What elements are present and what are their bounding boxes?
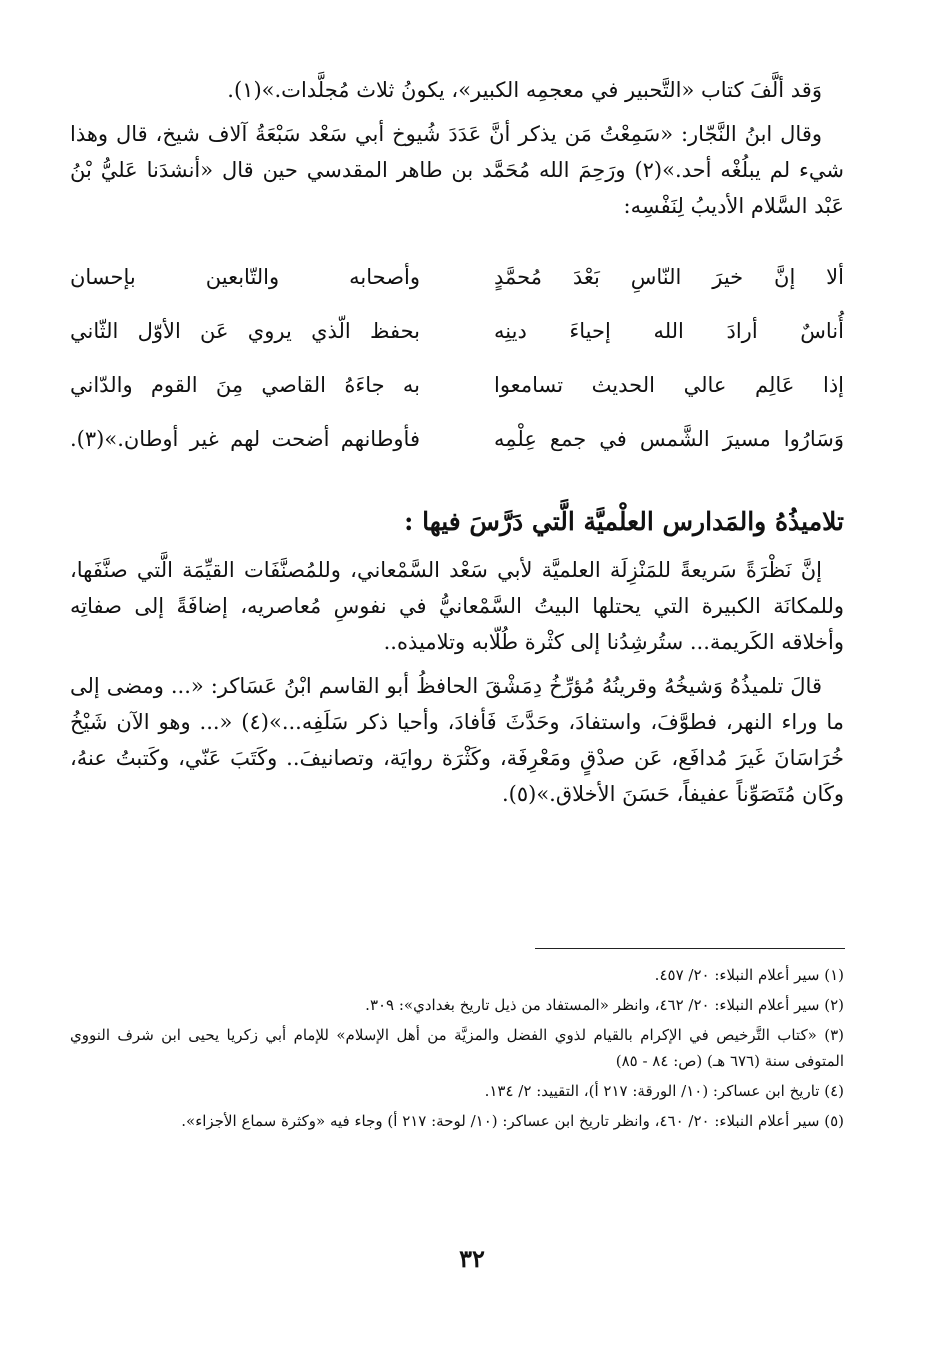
- footnote-1: (١) سير أعلام النبلاء: ٢٠/ ٤٥٧.: [654, 966, 844, 984]
- footnote-divider: [535, 948, 845, 949]
- paragraph-1: وَقد ألَّفَ كتاب «التَّحبير في معجمِه الكبير»، يكونُ ثلاث مُجلَّدات.»(١).: [227, 78, 822, 102]
- paragraph-3: إنَّ نَظْرَةً سَريعةً للمَنْزِلَة العلميَّة لأبي سَعْد السَّمْعاني، وللمُصنَّفَات القيِّمَة الَّتي صنَّفَها، وللمكانَة الكبيرة التي يحتلها البيتُ السَّمْعانيُّ في نفوسِ مُعاصريه، إضافَةً إلى صفاتِه وأخلاقه الكَريمة... ستُرشِدُنا إلى كثْرة طُلّابه وتلاميذه..: [70, 558, 844, 654]
- poem-verse: [70, 358, 844, 412]
- verse-second-half: فأوطانهم أضحت لهم غير أوطان.»(٣).: [70, 427, 420, 451]
- footnotes: [70, 962, 844, 1138]
- main-text: [70, 72, 844, 820]
- paragraph-4: قالَ تلميذُهُ وَشيخُهُ وقرينُهُ مُؤرِّخُ دِمَشْقَ الحافظُ أبو القاسم ابْنُ عَسَاكر: «... ومضى إلى ما وراء النهر، فطوَّفَ، واستفادَ، وحَدَّثَ فَأفادَ، وأحيا ذكر سَلَفِه...»(٤) «... وهو الآن شَيْخُ خُرَاسَانَ غَيرَ مُدافَع، عَن صدْقٍ ومَعْرِفَة، وكَثْرَة روايَة، وتصانيفَ.. وكَتَبَ عَنّي، وكَتبتُ عنهُ، وكَان مُتَصَوِّناً عفيفاً، حَسَنَ الأخلاق.»(٥).: [70, 674, 844, 806]
- verse-first-half: ألا إنَّ خيرَ النّاسِ بَعْدَ مُحمَّدٍ: [494, 265, 844, 289]
- footnote-3: (٣) «كتاب التَّرخيص في الإكرام بالقيام لذوي الفضل والمزيَّة من أهل الإسلام» للإمام أبي زكريا يحيى ابن شرف النووي المتوفى سنة (٦٧٦ هـ) (ص: ٨٤ - ٨٥): [70, 1026, 844, 1070]
- verse-second-half: بحفظ الّذي يروي عَن الأوّل الثّاني: [70, 319, 420, 343]
- footnote-5: (٥) سير أعلام النبلاء: ٢٠/ ٤٦٠، وانظر تاريخ ابن عساكر: (١٠/ لوحة: ٢١٧ أ) وجاء فيه «وكثرة سماع الأجزاء».: [181, 1112, 844, 1130]
- paragraph-2: وقال ابنُ النَّجّار: «سَمِعْتُ مَن يذكر أنَّ عَدَدَ شُيوخ أبي سَعْد سَبْعَةُ آلاف شيخ، قال وهذا شيء لم يبلُغْه أحد.»(٢) ورَحِمَ الله مُحَمَّد بن طاهر المقدسي حين قال «أنشدَنا عَليُّ بْنُ عَبْد السَّلام الأديبُ لِنَفْسِه:: [70, 122, 845, 218]
- footnote-4: (٤) تاريخ ابن عساكر: (١٠/ الورقة: ٢١٧ أ)، التقييد: ٢/ ١٣٤.: [484, 1082, 844, 1100]
- page-number: ٣٢: [459, 1244, 485, 1273]
- verse-first-half: أُناسٌ أرادَ الله إحياءَ دينِه: [494, 319, 844, 343]
- section-heading: تلاميذُهُ والمَدارس العلْميَّة الَّتي دَرَّسَ فيها :: [404, 507, 844, 536]
- poem-verse: [70, 412, 844, 466]
- verse-second-half: به جاءَهُ القاصي مِنَ القوم والدّاني: [70, 373, 420, 397]
- footnote-2: (٢) سير أعلام النبلاء: ٢٠/ ٤٦٢، وانظر «المستفاد من ذيل تاريخ بغدادي»: ٣٠٩.: [365, 996, 844, 1014]
- poem-verse: [70, 250, 844, 304]
- verse-first-half: إذا عَالِم عالي الحديث تسامعوا: [494, 373, 844, 397]
- verse-first-half: وَسَارُوا مسيرَ الشَّمس في جمع عِلْمِه: [494, 427, 844, 451]
- poem-verse: [70, 304, 844, 358]
- poem: [70, 250, 844, 466]
- verse-second-half: وأصحابه والتّابعين بإحسان: [70, 265, 420, 289]
